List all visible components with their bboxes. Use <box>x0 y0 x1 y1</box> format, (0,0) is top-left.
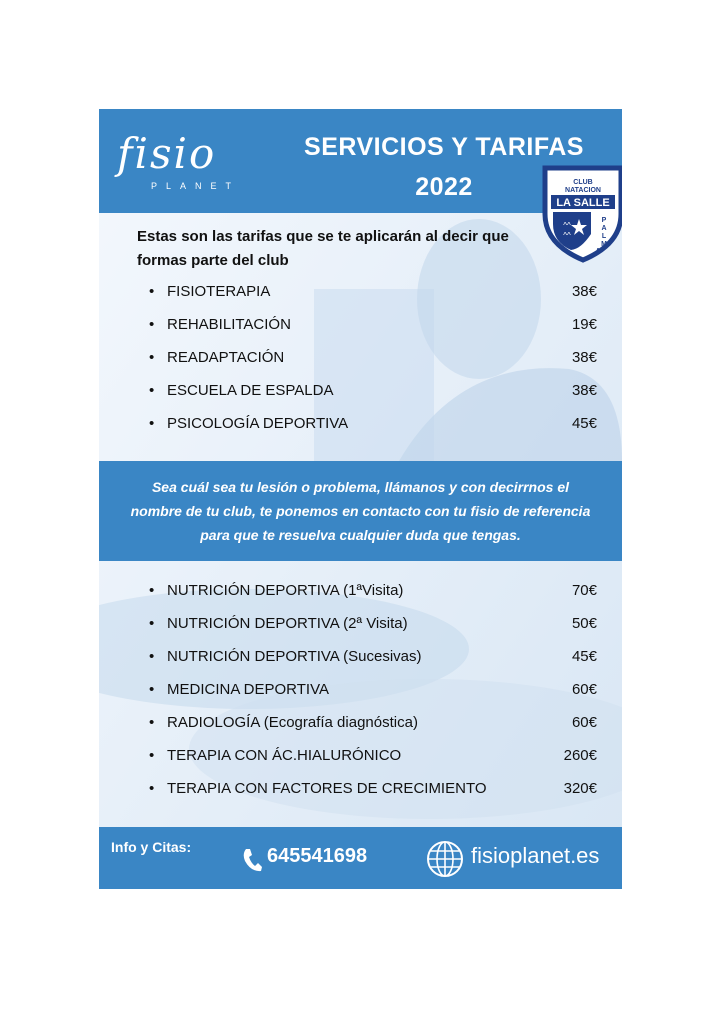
list-item <box>149 648 597 681</box>
service-price: 45€ <box>571 415 597 432</box>
list-item <box>149 349 597 382</box>
service-price: 38€ <box>571 382 597 399</box>
service-price: 38€ <box>571 283 597 300</box>
intro-text: Estas son las tarifas que se te aplicarán al decir que formas parte del club <box>137 228 509 269</box>
logo-wordmark: fisio <box>117 129 217 178</box>
title-line-2: 2022 <box>415 173 473 201</box>
service-price: 70€ <box>571 582 597 599</box>
service-price: 320€ <box>563 780 597 797</box>
list-item <box>149 382 597 415</box>
bullet-icon: • <box>149 582 155 599</box>
svg-text:LA SALLE: LA SALLE <box>556 197 610 209</box>
list-item <box>149 615 597 648</box>
service-name: PSICOLOGÍA DEPORTIVA <box>167 415 349 432</box>
logo-subtitle: PLANET <box>151 181 241 191</box>
bullet-icon: • <box>149 681 155 698</box>
service-name: NUTRICIÓN DEPORTIVA (Sucesivas) <box>167 648 422 665</box>
list-item <box>149 316 597 349</box>
bullet-icon: • <box>149 415 155 432</box>
service-name: MEDICINA DEPORTIVA <box>167 681 329 698</box>
service-name: ESCUELA DE ESPALDA <box>167 382 334 399</box>
bullet-icon: • <box>149 780 155 797</box>
service-name: REHABILITACIÓN <box>167 316 291 333</box>
title-line-1: SERVICIOS Y TARIFAS <box>304 133 584 161</box>
bullet-icon: • <box>149 382 155 399</box>
svg-text:A: A <box>601 225 607 232</box>
brand-logo <box>117 129 257 201</box>
info-band-text: Sea cuál sea tu lesión o problema, llámanos y con decirrnos el nombre de tu club, te ponemos en contacto con tu fisio de referencia para que te resuelva cualquier duda que tengas. <box>130 479 591 543</box>
phone-icon <box>241 847 263 873</box>
svg-text:NATACION: NATACION <box>565 187 601 194</box>
list-item <box>149 780 597 813</box>
list-item <box>149 714 597 747</box>
list-item <box>149 747 597 780</box>
globe-icon <box>426 840 464 878</box>
bullet-icon: • <box>149 648 155 665</box>
contact-label: Info y Citas: <box>111 839 192 855</box>
bullet-icon: • <box>149 615 155 632</box>
service-price: 45€ <box>571 648 597 665</box>
flyer <box>99 109 622 889</box>
svg-text:CLUB: CLUB <box>573 179 593 186</box>
bullet-icon: • <box>149 714 155 731</box>
service-name: RADIOLOGÍA (Ecografía diagnóstica) <box>167 714 418 731</box>
svg-text:A: A <box>595 248 601 255</box>
service-price: 38€ <box>571 349 597 366</box>
service-price: 50€ <box>571 615 597 632</box>
services-list-a <box>149 283 597 448</box>
list-item <box>149 283 597 316</box>
svg-text:M: M <box>601 241 607 248</box>
footer-bar <box>99 827 622 889</box>
bullet-icon: • <box>149 747 155 764</box>
phone-number[interactable]: 645541698 <box>267 845 368 867</box>
svg-text:^^: ^^ <box>563 221 571 230</box>
service-name: READAPTACIÓN <box>167 349 285 366</box>
info-band <box>99 461 622 561</box>
list-item <box>149 415 597 448</box>
service-name: NUTRICIÓN DEPORTIVA (2ª Visita) <box>167 615 408 632</box>
service-name: TERAPIA CON ÁC.HIALURÓNICO <box>167 747 402 764</box>
service-name: TERAPIA CON FACTORES DE CRECIMIENTO <box>167 780 487 797</box>
list-item <box>149 681 597 714</box>
website-link[interactable]: fisioplanet.es <box>471 843 600 868</box>
service-price: 19€ <box>571 316 597 333</box>
bullet-icon: • <box>149 283 155 300</box>
svg-text:L: L <box>601 233 607 240</box>
service-price: 60€ <box>571 714 597 731</box>
bullet-icon: • <box>149 316 155 333</box>
club-badge-icon <box>541 164 622 264</box>
bullet-icon: • <box>149 349 155 366</box>
service-price: 60€ <box>571 681 597 698</box>
service-price: 260€ <box>563 747 597 764</box>
service-name: FISIOTERAPIA <box>167 283 271 300</box>
list-item <box>149 582 597 615</box>
svg-text:^^: ^^ <box>563 231 571 240</box>
svg-text:P: P <box>601 217 607 224</box>
services-list-b <box>149 582 597 813</box>
service-name: NUTRICIÓN DEPORTIVA (1ªVisita) <box>167 582 404 599</box>
